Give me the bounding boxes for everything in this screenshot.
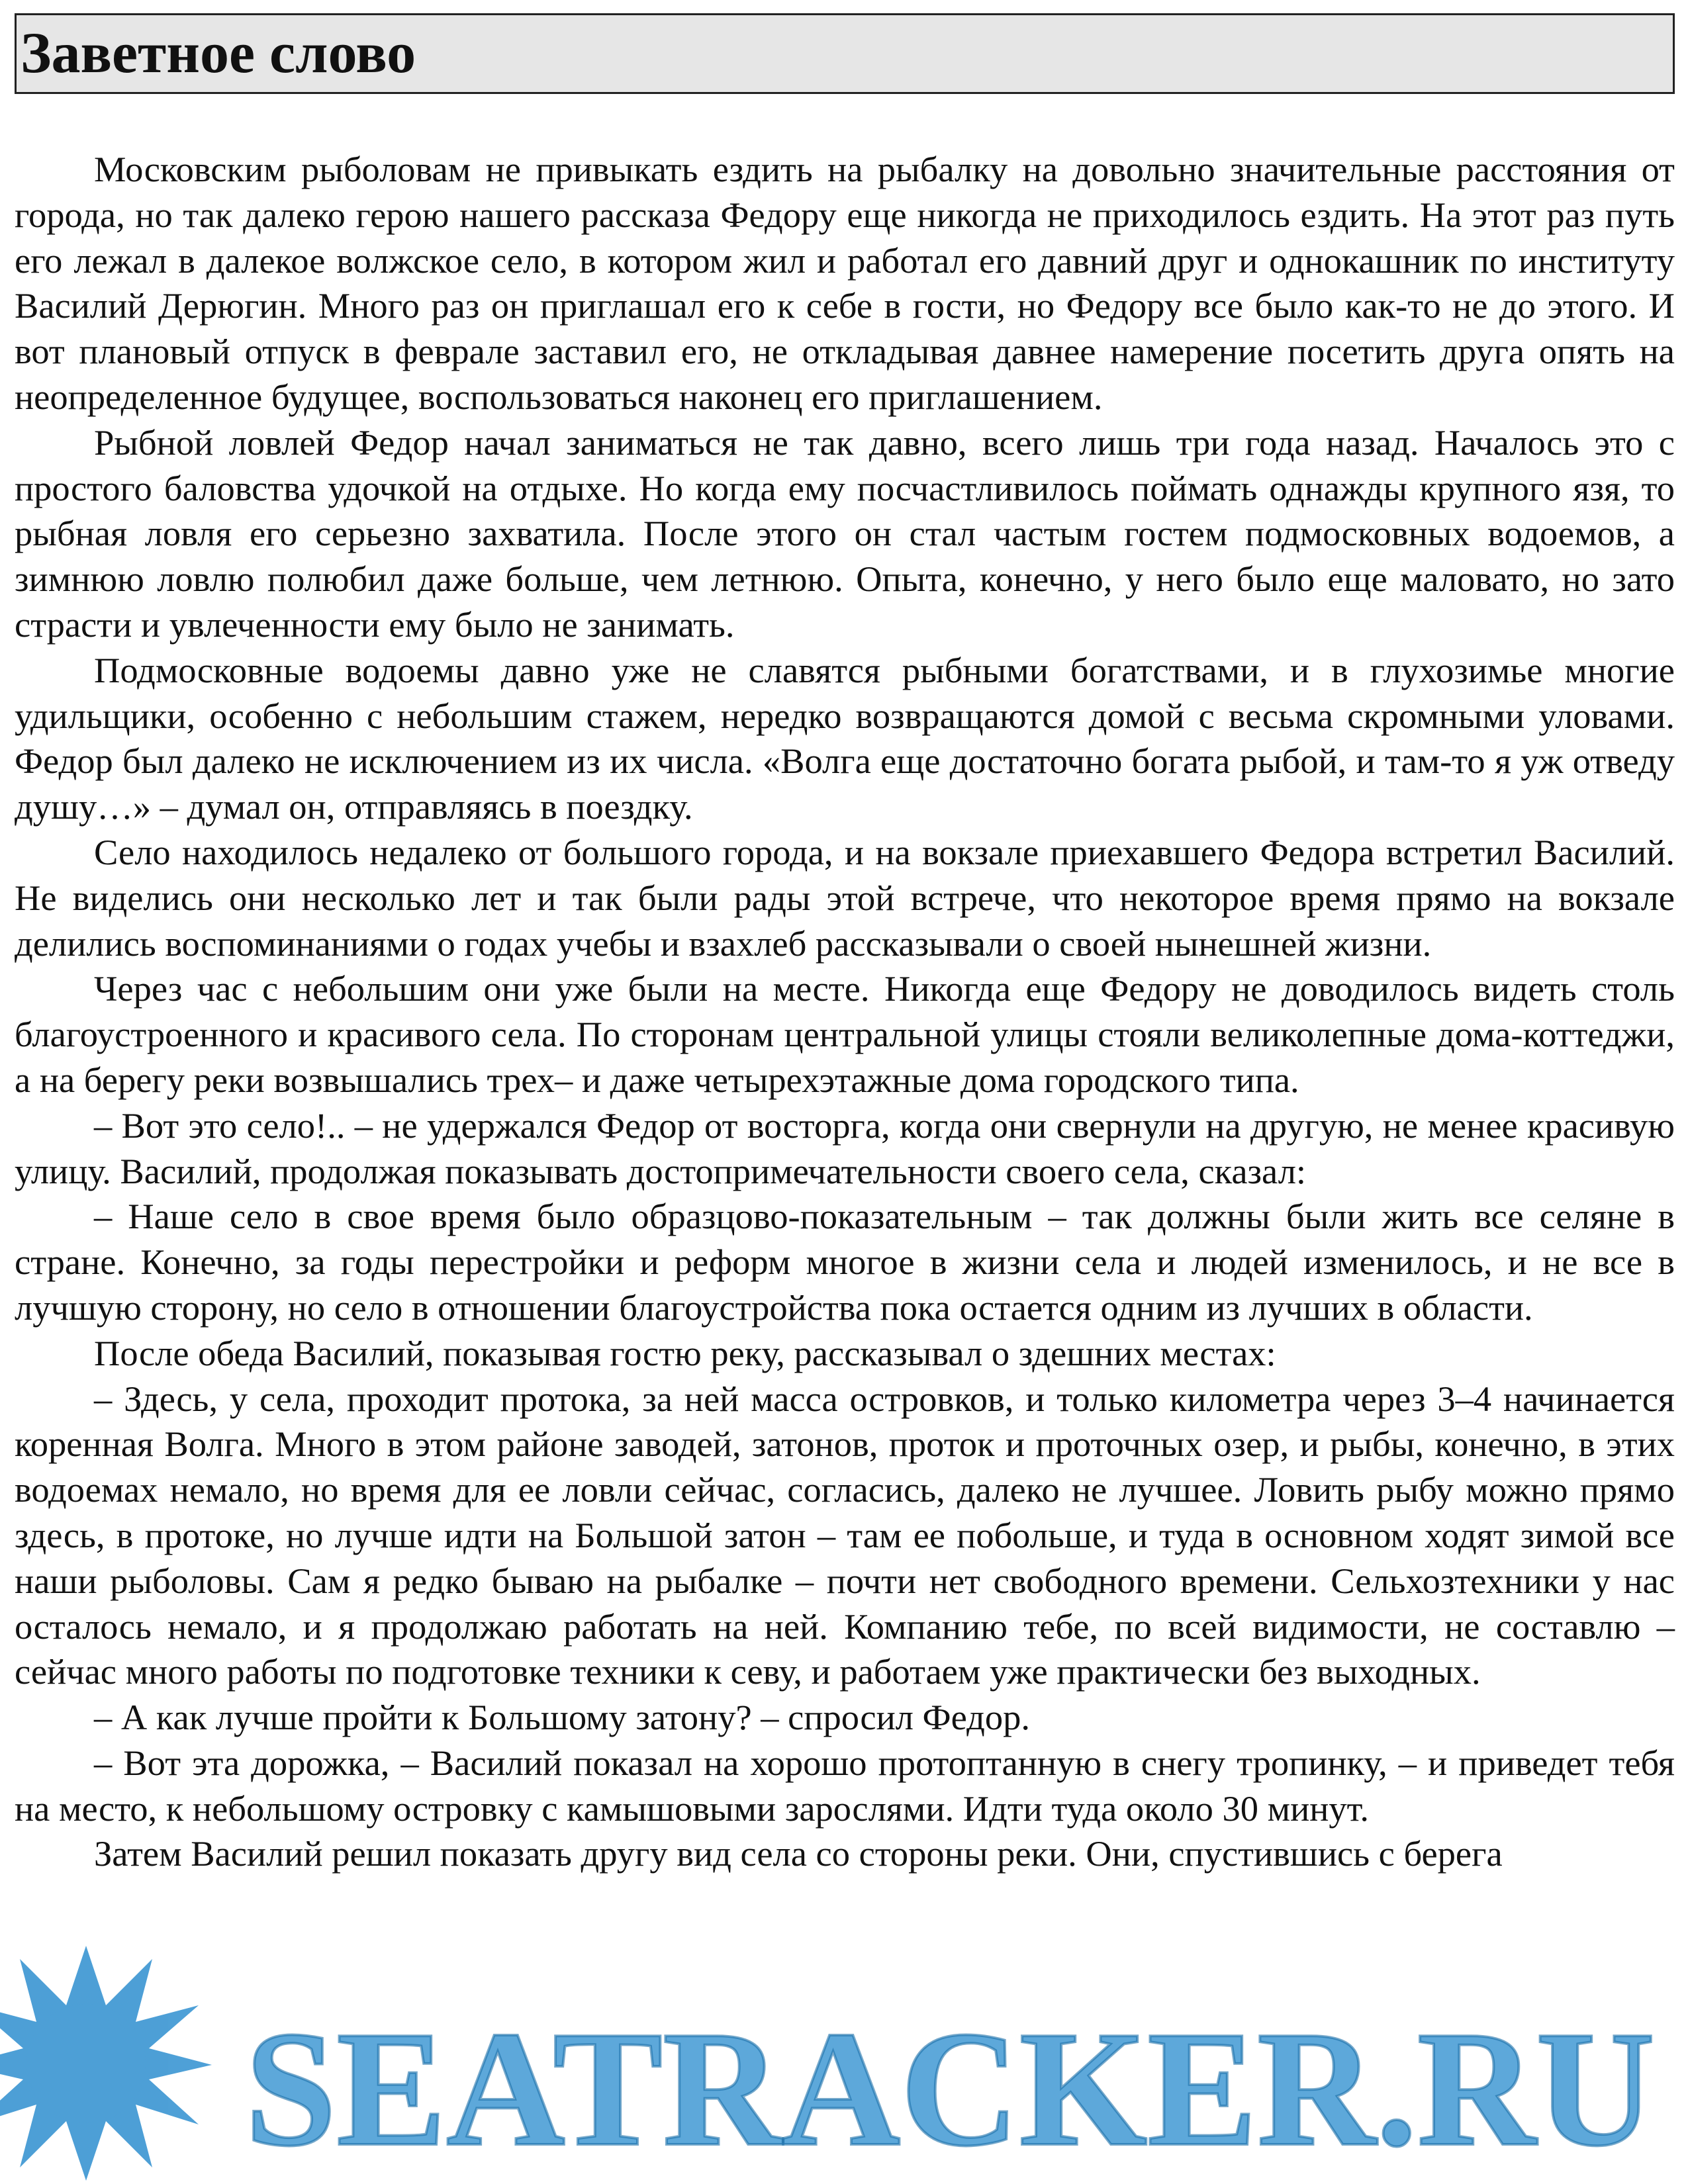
paragraph: – Вот эта дорожка, – Василий показал на хорошо протоптанную в снегу тропинку, – и приведет тебя на место, к небольшому островку с камышовыми зарослями. Идти туда около 30 минут.	[15, 1742, 1675, 1829]
document-body	[15, 147, 1675, 1877]
document-title: Заветное слово	[21, 21, 416, 85]
paragraph: После обеда Василий, показывая гостю реку, рассказывал о здешних местах:	[94, 1332, 1276, 1373]
document-page	[15, 13, 1675, 1877]
paragraph: Через час с небольшим они уже были на месте. Никогда еще Федору не доводилось видеть столь благоустроенного и красивого села. По сторонам центральной улицы стояли великолепные дома-коттеджи, а на берегу реки возвышались трех– и даже четырехэтажные дома городского типа.	[15, 968, 1675, 1100]
watermark	[0, 1906, 1688, 2184]
paragraph: – Вот это село!.. – не удержался Федор от восторга, когда они свернули на другую, не менее красивую улицу. Василий, продолжая показывать достопримечательности своего села, сказал:	[15, 1105, 1675, 1191]
paragraph: Подмосковные водоемы давно уже не славятся рыбными богатствами, и в глухозимье многие удильщики, особенно с небольшим стажем, нередко возвращаются домой с весьма скромными уловами. Федор был далеко не исключением из их числа. «Волга еще достаточно богата рыбой, и там-то я уж отведу душу…» – думал он, отправляясь в поездку.	[15, 649, 1675, 827]
title-bar	[15, 13, 1675, 94]
watermark-text: SEATRACKER.RU	[245, 1997, 1655, 2181]
paragraph: Затем Василий решил показать другу вид села со стороны реки. Они, спустившись с берега	[94, 1833, 1503, 1874]
paragraph: – Здесь, у села, проходит протока, за ней масса островков, и только километра через 3–4 начинается коренная Волга. Много в этом районе заводей, затонов, проток и проточных озер, и рыбы, конечно, в этих водоемах немало, но время для ее ловли сейчас, согласись, далеко не лучшее. Ловить рыбу можно прямо здесь, в протоке, но лучше идти на Большой затон – там ее побольше, и туда в основном ходят зимой все наши рыболовы. Сам я редко бываю на рыбалке – почти нет свободного времени. Сельхозтехники у нас осталось немало, и я продолжаю работать на ней. Компанию тебе, по всей видимости, не составлю – сейчас много работы по подготовке техники к севу, и работаем уже практически без выходных.	[15, 1378, 1675, 1692]
paragraph: – Наше село в свое время было образцово-показательным – так должны были жить все селяне в стране. Конечно, за годы перестройки и реформ многое в жизни села и людей изменилось, и не все в лучшую сторону, но село в отношении благоустройства пока остается одним из лучших в области.	[15, 1196, 1675, 1328]
watermark-graphic	[0, 1906, 1688, 2184]
paragraph: – А как лучше пройти к Большому затону? – спросил Федор.	[94, 1697, 1030, 1738]
paragraph: Село находилось недалеко от большого города, и на вокзале приехавшего Федора встретил Василий. Не виделись они несколько лет и так были рады этой встрече, что некоторое время прямо на вокзале делились воспоминаниями о годах учебы и взахлеб рассказывали о своей нынешней жизни.	[15, 831, 1675, 964]
paragraph: Московским рыболовам не привыкать ездить на рыбалку на довольно значительные расстояния от города, но так далеко герою нашего рассказа Федору еще никогда не приходилось ездить. На этот раз путь его лежал в далекое волжское село, в котором жил и работал его давний друг и однокашник по институту Василий Дерюгин. Много раз он приглашал его к себе в гости, но Федору все было как-то не до этого. И вот плановый отпуск в феврале заставил его, не откладывая давнее намерение посетить друга опять на неопределенное будущее, воспользоваться наконец его приглашением.	[15, 149, 1675, 417]
paragraph: Рыбной ловлей Федор начал заниматься не так давно, всего лишь три года назад. Началось это с простого баловства удочкой на отдыхе. Но когда ему посчастливилось поймать однажды крупного язя, то рыбная ловля его серьезно захватила. После этого он стал частым гостем подмосковных водоемов, а зимнюю ловлю полюбил даже больше, чем летнюю. Опыта, конечно, у него было еще маловато, но зато страсти и увлеченности ему было не занимать.	[15, 422, 1675, 645]
sun-burst-logo-icon	[0, 1946, 212, 2181]
